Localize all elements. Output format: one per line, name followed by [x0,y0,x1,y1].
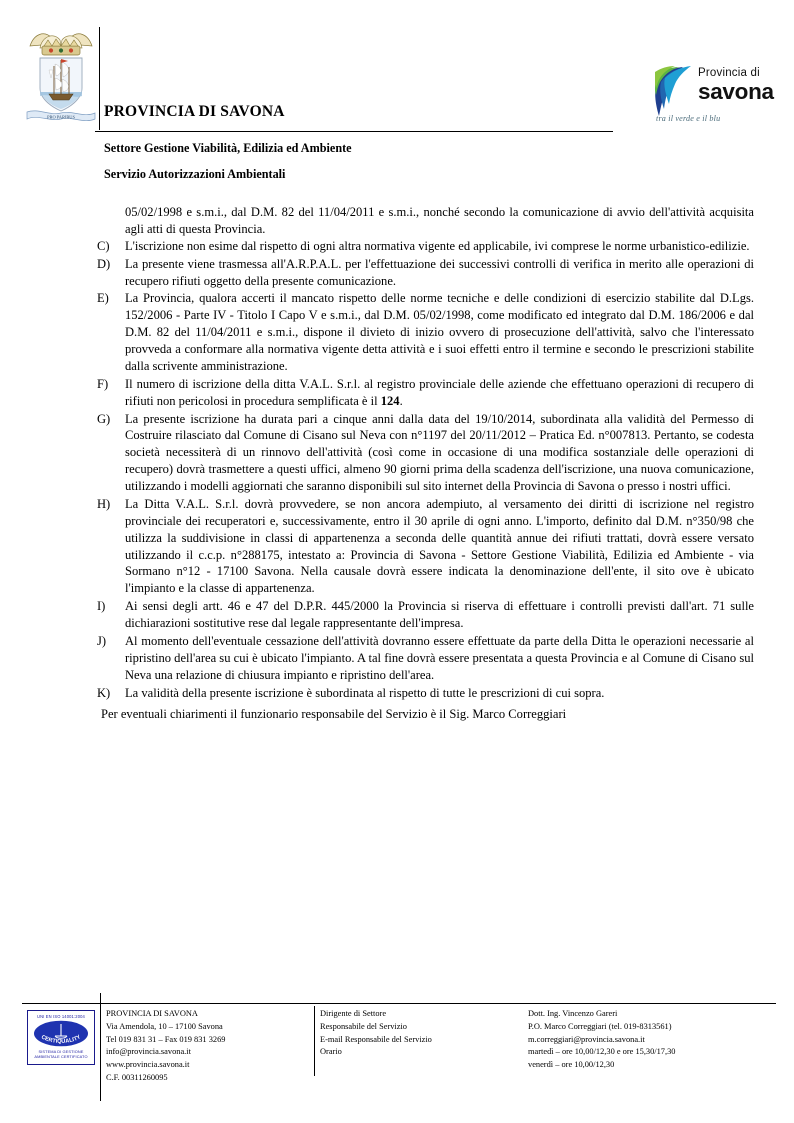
savona-coat-of-arms-icon [24,26,98,124]
logo-line-1: Provincia di [698,67,760,79]
item-text: L'iscrizione non esime dal rispetto di ogni altra normativa vigente ed applicabile, ivi comprese le norme urbanistico-edilizie. [125,238,750,253]
footer-column-roles [320,1008,432,1059]
header-vertical-divider [99,27,100,130]
provincia-savona-logo [655,64,785,124]
footer-horizontal-divider [22,1003,776,1004]
prescriptions-list [95,238,754,702]
item-text: La presente viene trasmessa all'A.R.P.A.L. per l'effettuazione dei successivi controlli di verifica in merito alle operazioni di recupero rifiuti oggetto della presente comunicazione. [125,256,754,288]
paragraph-intro: 05/02/1998 e s.m.i., dal D.M. 82 del 11/04/2011 e s.m.i., nonché secondo la comunicazione di avvio dell'attività acquisita agli atti di questa Provincia. [125,205,754,236]
footer-org-name: PROVINCIA DI SAVONA [106,1009,198,1018]
svg-text:CERTIQUALITY: CERTIQUALITY [40,1034,82,1045]
footer-column-divider [314,1006,315,1076]
swoosh-icon [655,66,697,118]
footer-contact-responsabile: P.O. Marco Correggiari (tel. 019-8313561) [528,1021,672,1031]
paragraph-closing: Per eventuali chiarimenti il funzionario responsabile del Servizio è il Sig. Marco Correggiari [101,707,567,722]
list-item [95,238,754,255]
document-body [0,204,794,723]
item-text: La presente iscrizione ha durata pari a cinque anni dalla data del 19/10/2014, subordinata alla validità del Permesso di Costruire rilasciato dal Comune di Cisano sul Neva con n°1197 del 20/11/2012 – Pratica Ed. n°007813. Pertanto, se codesta società necessiterà di un rinnovo dell'attività (così come in occasione di una modifica sostanziale delle operazioni di recupero) dovrà trasmettere a questi uffici, almeno 90 giorni prima della scadenza dell'iscrizione, una nuova comunicazione, utilizzando i modelli aggiornati che saranno disponibili sul sito internet della Provincia di Savona o presso i nostri uffici. [125,411,754,493]
item-marker: J) [97,633,107,648]
list-item [95,496,754,597]
item-marker: I) [97,599,106,614]
item-text-after: . [399,393,403,408]
list-item [95,376,754,410]
footer-fiscal-code: C.F. 00311260095 [106,1072,168,1082]
item-marker: E) [97,291,109,306]
cert-scope-line-2: AMBIENTALE CERTIFICATO [34,1053,88,1059]
item-text: La validità della presente iscrizione è subordinata al rispetto di tutte le prescrizioni di cui sopra. [125,685,605,700]
item-marker: F) [97,376,109,391]
cert-standard-label: UNI EN ISO 14001:2004 [37,1013,85,1019]
cert-scope-line-1: SISTEMA DI GESTIONE [38,1048,84,1054]
header-service: Servizio Autorizzazioni Ambientali [104,167,286,181]
header-department: Settore Gestione Viabilità, Edilizia ed Ambiente [104,141,352,155]
header-horizontal-divider [95,131,613,132]
footer-website[interactable]: www.provincia.savona.it [106,1060,190,1070]
logo-tagline: tra il verde e il blu [656,114,721,123]
footer-role-label-4: Orario [320,1047,342,1057]
certiquality-certification-logo-icon [27,1010,95,1065]
footer-contact-email[interactable]: m.correggiari@provincia.savona.it [528,1034,645,1044]
list-item [95,598,754,632]
footer-hours-friday: venerdì – ore 10,00/12,30 [528,1060,615,1070]
footer-role-label-1: Dirigente di Settore [320,1009,387,1018]
logo-line-2: savona [698,78,774,104]
list-item [95,633,754,684]
item-marker: K) [97,685,111,700]
list-item [95,685,754,702]
footer-role-label-3: E-mail Responsabile del Servizio [320,1034,432,1044]
svg-text:PRO PARIBUS: PRO PARIBUS [47,114,75,120]
item-text [125,376,754,410]
footer-email[interactable]: info@provincia.savona.it [106,1047,191,1057]
footer-role-label-2: Responsabile del Servizio [320,1021,407,1031]
footer-phone-fax: Tel 019 831 31 – Fax 019 831 3269 [106,1034,226,1044]
list-item [95,256,754,290]
item-text: La Provincia, qualora accerti il mancato rispetto delle norme tecniche e delle condizioni di esercizio stabilite dal D.Lgs. 152/2006 - Parte IV - Titolo I Capo V e s.m.i., dal D.M. 05/02/1998, come modificato ed integrato dal D.M. 186/2006 e dal D.M. 82 del 11/04/2011 e s.m.i., dispone il divieto di inizio ovvero di prosecuzione dell'attività, salvo che l'interessato provveda a conformare alla normativa vigente detta attività e i suoi effetti entro il termine e secondo le prescrizioni stabilite dalla scrivente amministrazione. [125,291,754,373]
document-header [0,0,794,200]
footer-column-contacts [528,1008,675,1072]
footer-vertical-divider [100,993,101,1101]
cert-scope-label [28,1049,94,1060]
list-item [95,411,754,495]
footer-hours-tuesday: martedì – ore 10,00/12,30 e ore 15,30/17,30 [528,1047,676,1057]
item-marker: C) [97,238,110,253]
logo-wordmark [698,68,774,103]
item-text-before: Il numero di iscrizione della ditta V.A.L. S.r.l. al registro provinciale delle aziende che effettuano operazioni di recupero di rifiuti non pericolosi in procedura semplificata è il [125,376,754,408]
item-marker: D) [97,256,111,271]
item-marker: H) [97,496,111,511]
page-title: PROVINCIA DI SAVONA [104,103,285,120]
footer-address: Via Amendola, 10 – 17100 Savona [106,1021,223,1031]
item-text: La Ditta V.A.L. S.r.l. dovrà provvedere, se non ancora adempiuto, al versamento dei diritti di iscrizione nel registro provinciale dei recuperatori e, successivamente, entro il 30 aprile di ogni anno. L'importo, definito dal D.M. n°350/98 che utilizza la suddivisione in classi di appartenenza a seconda delle quantità annue dei rifiuti trattati, dovrà essere versato utilizzando il c.c.p. n°288175, intestato a: Provincia di Savona - Settore Gestione Viabilità, Edilizia ed Ambiente - via Sormano n°12 - 17100 Savona. Nella causale dovrà essere indicata la denominazione dell'ente, il sito ove è ubicato l'impianto e la classe di appartenenza. [125,496,754,596]
registration-number: 124 [380,393,400,408]
cert-oval [33,1020,89,1047]
item-marker: G) [97,411,111,426]
list-item [95,290,754,374]
footer-column-organization [106,1008,225,1085]
item-text: Ai sensi degli artt. 46 e 47 del D.P.R. 445/2000 la Provincia si riserva di effettuare i controlli previsti dall'art. 71 sulle dichiarazioni sostitutive rese dal legale rappresentante dell'impresa. [125,599,754,630]
item-text: Al momento dell'eventuale cessazione dell'attività dovranno essere effettuate da parte della Ditta le operazioni necessarie al ripristino dell'area su cui è ubicato l'impianto. A tal fine dovrà essere presentata a questa Provincia e al Comune di Cisano sul Neva una relazione di chiusura impianto e ripristino dell'area. [125,633,754,682]
footer-contact-dirigente: Dott. Ing. Vincenzo Gareri [528,1009,618,1018]
